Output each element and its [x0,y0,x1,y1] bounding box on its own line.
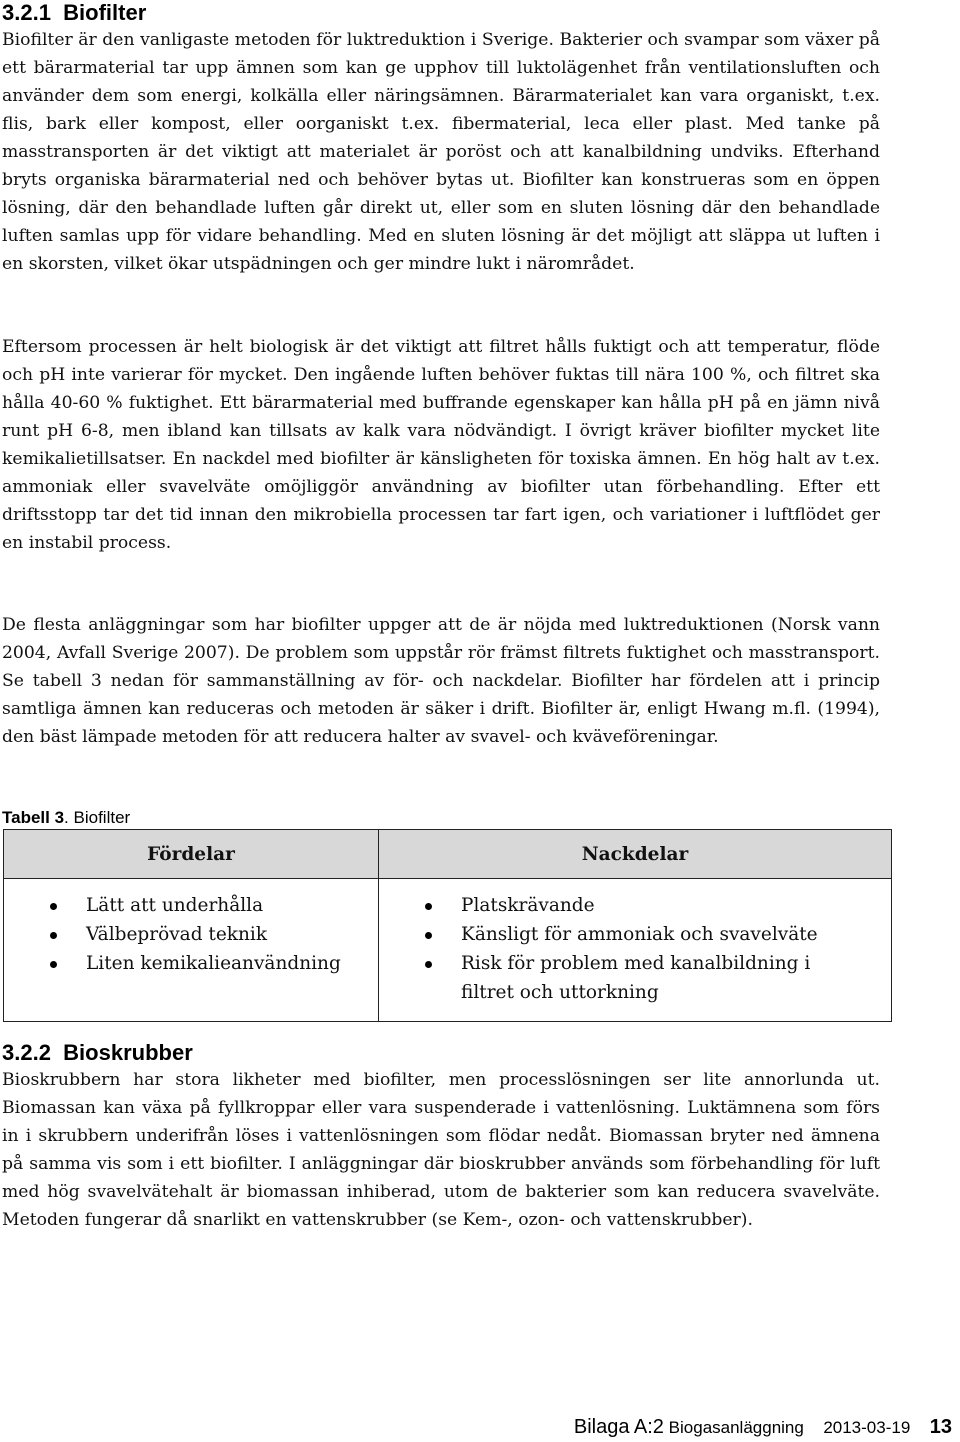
list-item: Lätt att underhålla [86,891,368,920]
bioskrubber-paragraph: Bioskrubbern har stora likheter med biofilter, men processlösningen ser lite annorlunda ut. Biomassan kan växa på fyllkroppar eller vara suspenderade i vattenlösning. Luktämnena som förs in i skrubbern underifrån löses i vattenlösningen som flödar nedåt. Biomassan bryter ned ämnena på samma vis som i ett biofilter. I anläggningar där bioskrubber används som förbehandling för luft med hög svavelvätehalt är biomassan inhiberad, utom de bakterier som kan reducera svavelväte. Metoden fungerar då snarlikt en vattenskrubber (se Kem-, ozon- och vattenskrubber). [2,1070,880,1230]
section-heading-bioskrubber [2,1040,193,1066]
biofilter-paragraph-1: Biofilter är den vanligaste metoden för luktreduktion i Sverige. Bakterier och svampar som växer på ett bärarmaterial tar upp ämnen som kan ge upphov till luktolägenhet från ventilationsluften och använder dem som energi, kolkälla eller näringsämnen. Bärarmaterialet kan vara organiskt, t.ex. flis, bark eller kompost, eller oorganiskt t.ex. fibermaterial, leca eller plast. Med tanke på masstransporten är det viktigt att materialet är poröst och att kanalbildning undviks. Efterhand bryts organiska bärarmaterial ned och behöver bytas ut. Biofilter kan konstrueras som en öppen lösning, där den behandlade luften går direkt ut, eller som en sluten lösning där den behandlade luften samlas upp för vidare behandling. Med en sluten lösning är det möjligt att släppa ut luften i en skorsten, vilket ökar utspädningen och ger mindre lukt i närområdet. [2,30,880,274]
page-number: 13 [929,1416,952,1438]
footer-appendix: Bilaga A:2 [573,1416,664,1438]
header-advantages: Fördelar [4,830,379,879]
table-caption-label: Tabell 3 [2,808,65,827]
header-disadvantages: Nackdelar [379,830,892,879]
advantages-cell [4,879,379,1022]
list-item: Risk för problem med kanalbildning i filtret och uttorkning [461,949,851,1007]
table-body-row [4,879,892,1022]
section-number: 3.2.2 [2,1040,51,1065]
page-footer [574,1416,952,1439]
table-caption-text: . Biofilter [64,808,131,827]
table-caption [2,807,130,829]
footer-subject: Biogasanläggning [668,1418,804,1437]
list-item: Platskrävande [461,891,851,920]
footer-date: 2013-03-19 [823,1418,911,1437]
disadvantages-cell [379,879,892,1022]
pros-cons-table [3,829,892,1022]
biofilter-paragraph-2: Eftersom processen är helt biologisk är det viktigt att filtret hålls fuktigt och att temperatur, flöde och pH inte varierar för mycket. Den ingående luften behöver fuktas till nära 100 %, och filtret ska hålla 40-60 % fuktighet. Ett bärarmaterial med buffrande egenskaper kan hålla pH på en jämn nivå runt pH 6-8, men ibland kan tillsats av kalk vara nödvändigt. I övrigt kräver biofilter mycket lite kemikalietillsatser. En nackdel med biofilter är känsligheten för toxiska ämnen. En hög halt av t.ex. ammoniak eller svavelväte omöjliggör användning av biofilter utan förbehandling. Efter ett driftsstopp tar det tid innan den mikrobiella processen tar fart igen, och variationer i luftflödet ger en instabil process. [2,337,880,553]
section-title: Bioskrubber [63,1040,193,1065]
biofilter-paragraph-3: De flesta anläggningar som har biofilter uppger att de är nöjda med luktreduktionen (Norsk vann 2004, Avfall Sverige 2007). De problem som uppstår rör främst filtrets fuktighet och masstransport. Se tabell 3 nedan för sammanställning av för- och nackdelar. Biofilter har fördelen att i princip samtliga ämnen kan reduceras och metoden är säker i drift. Biofilter är, enligt Hwang m.fl. (1994), den bäst lämpade metoden för att reducera halter av svavel- och kväveföreningar. [2,615,880,747]
list-item: Välbeprövad teknik [86,920,368,949]
list-item: Känsligt för ammoniak och svavelväte [461,920,851,949]
disadvantages-list [389,891,881,1007]
list-item: Liten kemikalieanvändning [86,949,368,978]
section-title: Biofilter [63,0,147,25]
advantages-list [14,891,368,978]
section-heading-biofilter [2,0,146,26]
section-number: 3.2.1 [2,0,51,25]
table-header-row [4,830,892,879]
